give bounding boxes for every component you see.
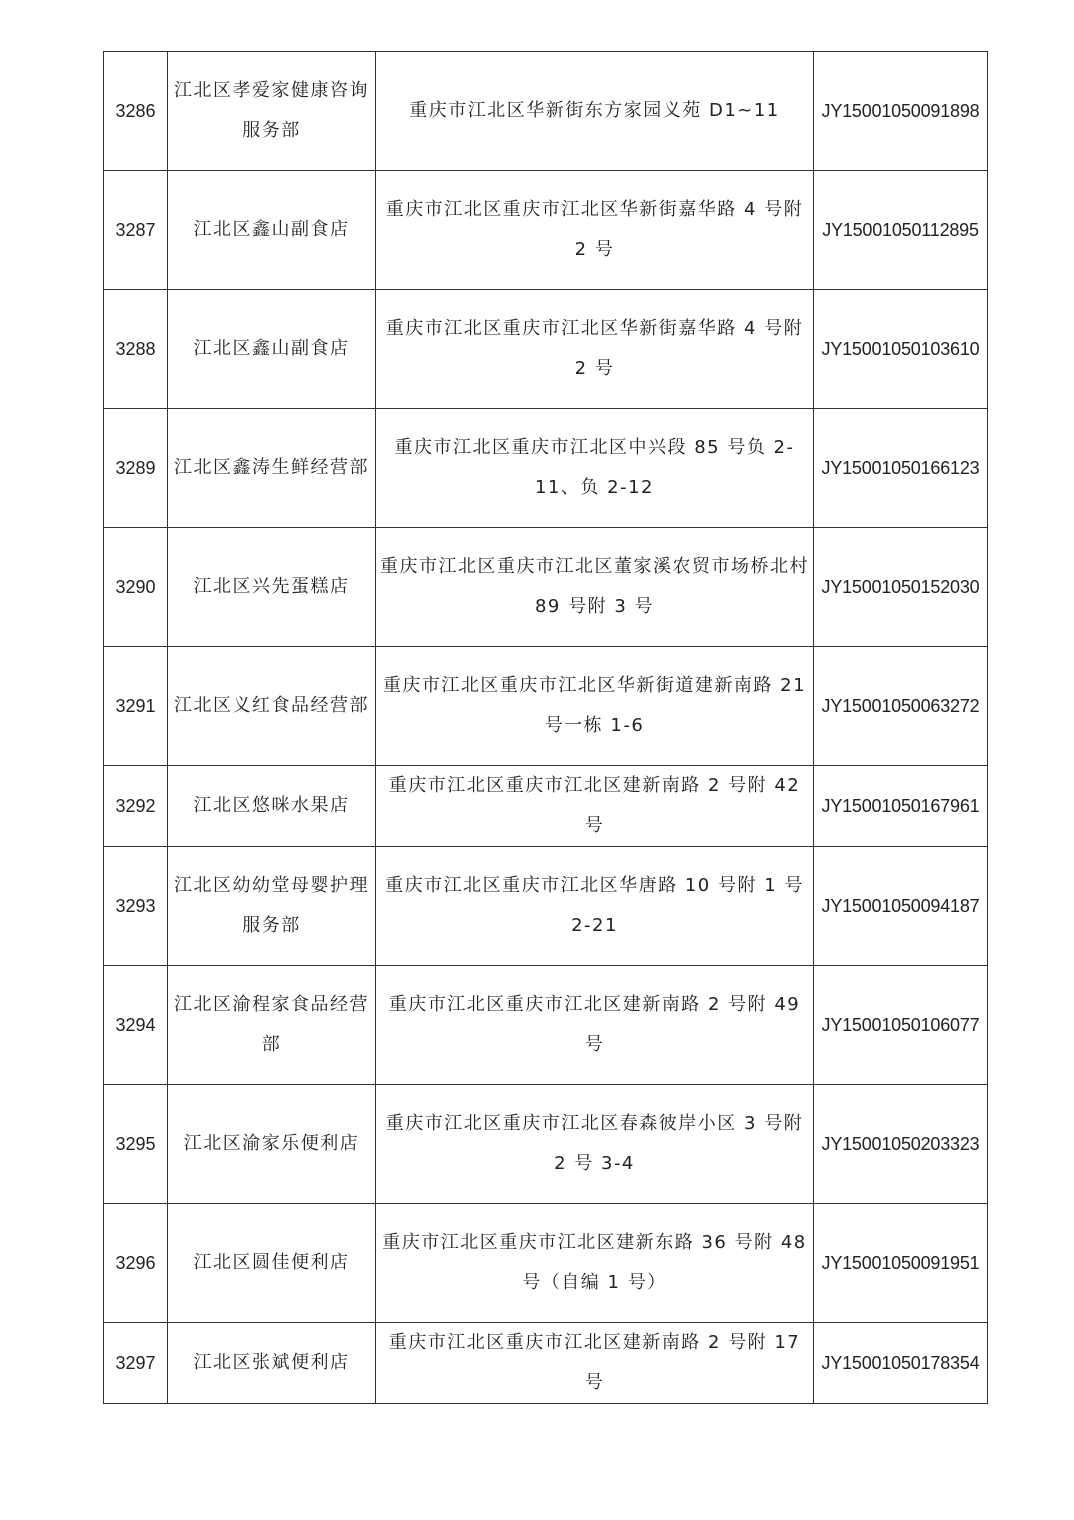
row-number: 3291 [104, 647, 168, 766]
business-name: 江北区鑫山副食店 [168, 290, 376, 409]
table-row [104, 966, 988, 1085]
business-address: 重庆市江北区重庆市江北区建新南路 2 号附 17 号 [376, 1323, 814, 1404]
license-number: JY15001050112895 [814, 171, 988, 290]
business-address: 重庆市江北区重庆市江北区华新街嘉华路 4 号附 2 号 [376, 290, 814, 409]
business-address: 重庆市江北区重庆市江北区建新南路 2 号附 49 号 [376, 966, 814, 1085]
row-number: 3290 [104, 528, 168, 647]
row-number: 3293 [104, 847, 168, 966]
business-name: 江北区义红食品经营部 [168, 647, 376, 766]
table-row [104, 528, 988, 647]
license-number: JY15001050091898 [814, 52, 988, 171]
row-number: 3295 [104, 1085, 168, 1204]
table-row [104, 766, 988, 847]
license-number: JY15001050094187 [814, 847, 988, 966]
business-name: 江北区幼幼堂母婴护理服务部 [168, 847, 376, 966]
table-row [104, 847, 988, 966]
table-row [104, 171, 988, 290]
business-name: 江北区鑫涛生鲜经营部 [168, 409, 376, 528]
business-address: 重庆市江北区重庆市江北区华新街道建新南路 21 号一栋 1-6 [376, 647, 814, 766]
table-row [104, 1204, 988, 1323]
business-address: 重庆市江北区重庆市江北区华新街嘉华路 4 号附 2 号 [376, 171, 814, 290]
business-name: 江北区张斌便利店 [168, 1323, 376, 1404]
license-number: JY15001050203323 [814, 1085, 988, 1204]
row-number: 3294 [104, 966, 168, 1085]
business-address: 重庆市江北区重庆市江北区董家溪农贸市场桥北村 89 号附 3 号 [376, 528, 814, 647]
license-table [103, 51, 988, 1404]
license-number: JY15001050103610 [814, 290, 988, 409]
row-number: 3287 [104, 171, 168, 290]
row-number: 3292 [104, 766, 168, 847]
license-number: JY15001050167961 [814, 766, 988, 847]
business-name: 江北区渝家乐便利店 [168, 1085, 376, 1204]
row-number: 3288 [104, 290, 168, 409]
business-address: 重庆市江北区重庆市江北区建新南路 2 号附 42 号 [376, 766, 814, 847]
license-number: JY15001050106077 [814, 966, 988, 1085]
row-number: 3289 [104, 409, 168, 528]
business-name: 江北区悠咪水果店 [168, 766, 376, 847]
row-number: 3286 [104, 52, 168, 171]
row-number: 3297 [104, 1323, 168, 1404]
license-number: JY15001050063272 [814, 647, 988, 766]
business-address: 重庆市江北区重庆市江北区春森彼岸小区 3 号附 2 号 3-4 [376, 1085, 814, 1204]
business-name: 江北区圆佳便利店 [168, 1204, 376, 1323]
table-row [104, 647, 988, 766]
business-name: 江北区渝程家食品经营部 [168, 966, 376, 1085]
business-name: 江北区孝爱家健康咨询服务部 [168, 52, 376, 171]
business-address: 重庆市江北区华新街东方家园义苑 D1~11 [376, 52, 814, 171]
table-row [104, 290, 988, 409]
row-number: 3296 [104, 1204, 168, 1323]
license-number: JY15001050178354 [814, 1323, 988, 1404]
table-row [104, 1085, 988, 1204]
business-address: 重庆市江北区重庆市江北区中兴段 85 号负 2-11、负 2-12 [376, 409, 814, 528]
license-number: JY15001050152030 [814, 528, 988, 647]
table-row [104, 409, 988, 528]
business-address: 重庆市江北区重庆市江北区华唐路 10 号附 1 号 2-21 [376, 847, 814, 966]
business-address: 重庆市江北区重庆市江北区建新东路 36 号附 48 号（自编 1 号） [376, 1204, 814, 1323]
license-number: JY15001050166123 [814, 409, 988, 528]
table-row [104, 1323, 988, 1404]
business-name: 江北区鑫山副食店 [168, 171, 376, 290]
table-row [104, 52, 988, 171]
license-number: JY15001050091951 [814, 1204, 988, 1323]
business-name: 江北区兴先蛋糕店 [168, 528, 376, 647]
